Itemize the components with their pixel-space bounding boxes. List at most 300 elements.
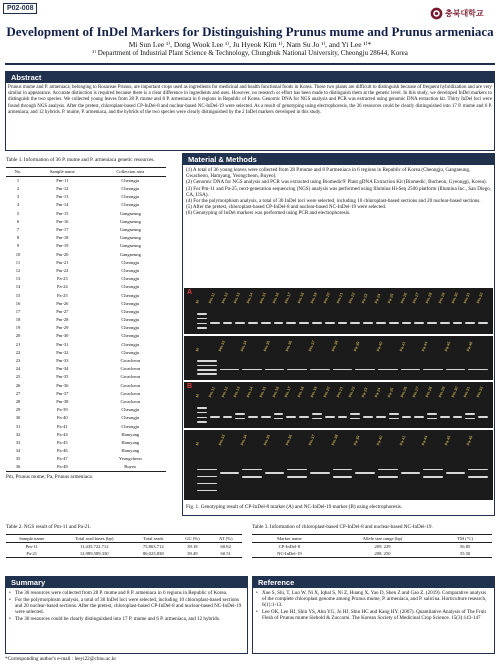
table-cell: Cheongju [121, 276, 140, 282]
gel-lane-label: Pm-17 [284, 386, 293, 398]
gel-lane-label: Pm-33 [217, 434, 226, 446]
table-row [6, 406, 166, 414]
table-row [6, 308, 166, 316]
table-cell: 14 [15, 284, 21, 290]
summary-item: • For the polymorphism analysis, a total of 30 InDel loci were selected, including 10 chloroplast-based sections and 20 nuclear-based sections. After the pretest, chloroplast-based CP-InDel-8 and nuclear-based NC-InDel-19 were selected. [9, 597, 244, 616]
table-cell: 39.18 [187, 544, 198, 549]
gel-lane-label: Pm-33 [217, 340, 226, 352]
table-row [6, 349, 166, 357]
gel-band [401, 369, 421, 371]
gel-lane-label: Pm-36 [285, 434, 294, 446]
gel-band [325, 416, 335, 418]
table-cell: Pa-41 [56, 423, 68, 429]
table-cell: Pm-20 [56, 251, 69, 257]
gel-band [389, 322, 399, 324]
table-cell: Pa-45 [56, 439, 68, 445]
table-row [6, 283, 166, 291]
gel-band [465, 322, 475, 324]
table-row [6, 193, 166, 201]
gel-band [468, 476, 488, 478]
table1-block [6, 157, 176, 480]
gel-lane-label: Pm-37 [308, 434, 316, 446]
table-row [6, 365, 166, 373]
table2 [6, 534, 242, 558]
table-row [6, 431, 166, 439]
table-cell: 9 [16, 243, 20, 249]
gel-lane-label: Pm-35 [263, 340, 271, 352]
table3-header: Allele size range (bp) [327, 535, 439, 543]
table-cell: 24 [15, 366, 21, 372]
table-cell: Pa-24 [56, 284, 68, 290]
gel-lane-label: Pm-31 [463, 386, 472, 398]
table-cell: 11 [15, 259, 21, 265]
table-cell: Cheongju [121, 300, 140, 306]
table-cell: 29 [15, 407, 21, 413]
gel-band [350, 413, 360, 415]
table-cell: 75,863,712 [142, 544, 164, 549]
table-row [6, 251, 166, 259]
gel-lane-label: Pm-12 [220, 386, 229, 398]
table-cell: Cheongju [121, 415, 140, 421]
table-cell: 19 [15, 325, 21, 331]
gel-lane-label: Pm-20 [323, 292, 331, 304]
table1 [6, 167, 166, 472]
gel-lane-label: Pa-44 [421, 341, 429, 352]
methods-item: (2) Genomic DNA for NGS analysis and PCR was extracted using Biomedic® Plant gDNA Extraction Kit (Biomedic, Bucheon, Gyeonggi, Korea). [186, 179, 487, 186]
table-cell: 8 [16, 235, 20, 241]
gel-band [210, 416, 220, 418]
gel-label-b: B [187, 383, 193, 390]
gel-band [478, 322, 488, 324]
table-cell: 7 [16, 227, 20, 233]
gel-lane-label: M [195, 441, 201, 446]
table-cell: Pm-33 [56, 358, 69, 364]
affiliation: ¹⁾ Department of Industrial Plant Science & Technology, Chungbuk National University, Cheongju 28644, Korea [92, 49, 408, 57]
gel-lane-label: Pa-41 [398, 341, 406, 352]
table-cell: Pm-17 [56, 227, 69, 233]
gel-band [427, 322, 437, 324]
table-cell: Pa-40 [56, 415, 68, 421]
table-cell: 31 [15, 423, 21, 429]
gel-lane-label: Pa-39 [353, 341, 361, 352]
table-cell: Gangneung [119, 218, 141, 224]
table-cell: 15 [15, 292, 21, 298]
gel-lane-label: Pm-16 [271, 292, 280, 304]
table-cell: 21 [15, 341, 21, 347]
gel-band [333, 469, 353, 471]
table1-header: Collection area [95, 168, 166, 177]
gel-band [378, 469, 398, 471]
table-row [6, 300, 166, 308]
table-cell: 35 [15, 456, 21, 462]
gel-band [414, 322, 424, 324]
table-row [6, 226, 166, 234]
gel-lane-label: M [195, 299, 201, 304]
gel-band [310, 369, 330, 371]
poster-code: P02-008 [3, 3, 37, 14]
table-cell: 56.85 [459, 544, 471, 549]
table-cell: 4 [16, 202, 20, 208]
gel-lane-label: Pa-24 [374, 387, 382, 398]
table1-caption: Table 1. Information of 36 P. mume and P. armeniaca genetic resources. [6, 157, 155, 163]
table-cell: 18 [15, 317, 21, 323]
gel-band [338, 416, 348, 418]
table-cell: Yeongcheon [118, 456, 142, 462]
table-cell: Pm-14 [56, 202, 69, 208]
abstract-heading: Abstract [6, 72, 494, 83]
table-cell: 17 [15, 308, 21, 314]
gel-lane-label: Pa-40 [376, 341, 384, 352]
table-cell: 5 [16, 210, 20, 216]
table-cell: Cheongju [121, 267, 140, 273]
gel-lane-label: Pm-15 [259, 292, 267, 304]
table-cell: Pm-21 [56, 259, 69, 265]
table-cell: 22 [15, 349, 21, 355]
university-logo [430, 5, 498, 21]
table-row [6, 259, 166, 267]
table-cell: 28 [15, 398, 21, 404]
table-cell: 208, 250 [327, 550, 439, 558]
abstract-text: Prunus mume and P. armeniaca, belonging to Rosaceae Prunus, are important crops used as ingredients for medicinal and health functional foods in Korea. These two plants are difficult to distinguish because of frequent hybridization and are very similar in appearance. Accurate distinction is required because there is a clear difference in ingredients and uses. However, no research or effort has been made to distinguish them at the genetic level. In this study, we developed InDel markers to distinguish the two species. We collected young leaves from 28 P. mume and 8 P. armeniaca in 6 regions in Republic of Korea. Genomic DNA for NGS analysis and PCR was extracted using genomic DNA extraction kit. Thirty InDel loci were found through NGS analysis. After the pretest, chloroplast-based CP-InDel-8 and nuclear-based NC-InDel-19 were selected. As a result of genotyping using electrophoresis, the 36 resources could be clearly distinguished into 17 P. mume and 6 P. armeniaca, and 12 hybrids. P. mume, P. armeniaca, and the hybrids of the two species were clearly distinguished by the 2 InDel markers developed in this study. [8, 85, 492, 115]
gel-band [220, 369, 240, 371]
methods-item: (4) For the polymorphism analysis, a total of 30 InDel loci were selected, including 10 chloroplast-based sections and 20 nuclear-based sections. [186, 198, 481, 205]
table2-caption: Table 2. NGS result of Pm-11 and Pa-21. [6, 524, 92, 530]
gel-label-a: A [187, 289, 193, 296]
table-cell: 36 [6, 463, 30, 472]
gel-lane-label: Pm-29 [438, 292, 446, 304]
gel-lane-label: Pm-36 [285, 340, 294, 352]
gel-lane-label: Pm-18 [297, 386, 306, 398]
gel-band [286, 416, 296, 418]
gel-band [223, 322, 233, 324]
table-cell: Hamyang [121, 431, 140, 437]
gel-band [287, 476, 307, 478]
gel-lane-label: Pm-11 [208, 292, 216, 304]
table-cell: 27 [15, 390, 21, 396]
table-cell: Pm-32 [56, 349, 69, 355]
table-row [6, 210, 166, 218]
gel-band [446, 369, 466, 371]
table-cell: Pm-34 [56, 366, 69, 372]
table-row [6, 316, 166, 324]
table-row [6, 201, 166, 209]
gel-lane-label: Pm-20 [323, 386, 331, 398]
table-cell: Pa-23 [56, 276, 68, 282]
gel-lane-label: Pa-45 [444, 341, 452, 352]
table-cell: Cheongju [121, 325, 140, 331]
table-cell: Pa-44 [56, 431, 68, 437]
table3-header: TM (°C) [438, 535, 492, 543]
gel-band [402, 416, 412, 418]
table-row [6, 324, 166, 332]
gel-band [261, 416, 271, 418]
gel-band [468, 469, 488, 471]
table3 [252, 534, 492, 558]
table-cell: Pa-39 [56, 407, 68, 413]
gel-lane-label: Pm-14 [246, 292, 254, 304]
table2-header: Total reads [131, 535, 175, 543]
gel-lane-label: Pa-25 [386, 387, 395, 398]
gel-lane-label: Pa-24 [374, 293, 382, 304]
table-cell: 25 [15, 374, 21, 380]
gel-band [325, 322, 335, 324]
gel-lane-label: Pm-21 [335, 292, 344, 304]
table-row [252, 543, 492, 551]
table-cell: Gangneung [119, 243, 141, 249]
table2-header: Sample name [6, 535, 57, 543]
gel-band [378, 476, 398, 478]
gel-band [299, 322, 309, 324]
summary-panel [5, 576, 248, 654]
table-cell: Gwacheon [120, 374, 141, 380]
university-name: 충북대학교 [445, 8, 484, 18]
header-divider [5, 63, 495, 65]
summary-list [6, 588, 247, 625]
table-cell: Pm-13 [56, 194, 69, 200]
table-cell: 3 [16, 194, 20, 200]
table-row [6, 267, 166, 275]
table-row [6, 398, 166, 406]
reference-heading: Reference [253, 577, 494, 588]
table-cell: Gangneung [119, 235, 141, 241]
table-cell: Cheongju [121, 259, 140, 265]
table-cell: Cheongju [121, 202, 140, 208]
gel-band [242, 476, 262, 478]
gel-band [197, 490, 217, 492]
table-cell: Pa-46 [56, 448, 68, 454]
table-cell: Pm-15 [56, 210, 69, 216]
gel-band [197, 476, 217, 478]
gel-lane-label: Pa-45 [444, 435, 452, 446]
table-cell: 60.51 [209, 550, 242, 558]
gel-lane-label: M [195, 393, 201, 398]
gel-band [197, 365, 217, 367]
summary-heading: Summary [6, 577, 247, 588]
gel-band [197, 369, 217, 371]
table-cell: Pm-27 [56, 308, 69, 314]
gel-lane-label: Pm-30 [450, 386, 459, 398]
gel-band [312, 413, 322, 415]
gel-lane-label: Pm-19 [310, 292, 318, 304]
methods-item: (6) Genotyping of InDel markers was performed using PCR and electrophoresis. [186, 210, 351, 217]
table-cell: Pa-21 [6, 550, 57, 558]
gel-band [446, 472, 466, 474]
table-cell: 16 [15, 300, 21, 306]
gel-band [274, 413, 284, 415]
table-row [6, 439, 166, 447]
gel-band [197, 323, 207, 325]
table-cell: Pm-19 [56, 243, 69, 249]
gel-lane-label: Pm-13 [233, 386, 242, 398]
table-cell: 33 [15, 439, 21, 445]
gel-lane-label: Pm-13 [233, 292, 242, 304]
gel-lane-label: Pm-12 [220, 292, 229, 304]
table1-footnote: Pm, Prunus mume; Pa, Prunus armeniaca. [6, 474, 94, 481]
table-row [6, 218, 166, 226]
table-cell: Pm-28 [56, 317, 69, 323]
table-cell: Gwacheon [120, 390, 141, 396]
table-cell: Gangneung [119, 227, 141, 233]
table3-caption: Table 3. Information of chloroplast-based CP-InDel-8 and nuclear-based NC-InDel-19. [252, 524, 433, 530]
corresponding-author-note: *Corresponding author's e-mail : leeyi22@cbnu.ac.kr [5, 656, 117, 662]
gel-band [355, 472, 375, 474]
table-cell: 34 [15, 448, 21, 454]
table-row [6, 373, 166, 381]
gel-lane-label: Pm-19 [310, 386, 318, 398]
table-cell: Cheongju [121, 407, 140, 413]
gel-band [265, 369, 285, 371]
table-cell: Pm-11 [25, 544, 38, 549]
methods-item: (3) For Pm-11 and Pa-25, next-generation sequencing (NGS) analysis was performed using Illumina Hi-Seq 2500 platform (Illumina Inc., San Diego, CA, USA). [186, 185, 491, 198]
table-cell: Pm-36 [56, 382, 69, 388]
table-cell: Gangneung [119, 251, 141, 257]
gel-lane-label: Pa-44 [421, 435, 429, 446]
gel-band [338, 322, 348, 324]
table-cell: Cheongju [121, 341, 140, 347]
gel-band [197, 421, 207, 423]
table-row [6, 234, 166, 242]
gel-lane-label: Pm-22 [348, 292, 357, 304]
table2-header: GC (%) [175, 535, 209, 543]
table-cell: Cheongju [121, 308, 140, 314]
gel-lane-label: Pm-32 [476, 386, 485, 398]
table-row [6, 422, 166, 430]
gel-lane-label: Pm-37 [308, 340, 316, 352]
gel-lane-label: Pa-23 [361, 293, 369, 304]
reference-item: • Xue S, Shi, T, Luo W, Ni X, Iqbal S, Ni Z, Huang X, Yao D, Shen Z and Gao Z. (2019). Comparative analysis of the complete chloroplast genome among Prunus mume, P. armeniaca, and P. salicina. Horticulture research, 6(1):1-13. [256, 590, 491, 609]
table-row [6, 341, 166, 349]
gel-band [210, 322, 220, 324]
table-row [6, 543, 242, 551]
table-cell: Cheongju [121, 292, 140, 298]
gel-band [363, 322, 373, 324]
authors: Mi Sun Lee ¹⁾, Dong Wook Lee ¹⁾, Ju Hyeok Kim ¹⁾, Nam Su Jo ¹⁾, and Yi Lee ¹⁾* [128, 40, 372, 49]
methods-list [183, 165, 494, 219]
table-cell: Buyeo [95, 463, 166, 472]
table-cell: CP-InDel-8 [278, 544, 301, 549]
gel-band [355, 369, 375, 371]
table-cell: Cheongju [121, 317, 140, 323]
table-row [6, 275, 166, 283]
gel-lane-label: Pm-22 [348, 386, 357, 398]
table3-block [252, 524, 495, 558]
gel-band [350, 322, 360, 324]
table-row [6, 550, 242, 558]
gel-band [197, 407, 207, 409]
table-cell: 10 [15, 251, 21, 257]
table-cell: 32 [15, 431, 21, 437]
poster-title: Development of InDel Markers for Distinguishing Prunus mume and Prunus armeniaca [6, 24, 494, 39]
gel-band [423, 369, 443, 371]
table-cell: Pm-26 [56, 300, 69, 306]
methods-item: (5) After the pretest, chloroplast-based CP-InDel-8 and nuclear-based NC-InDel-19 were selected. [186, 204, 387, 211]
table-cell: 6 [16, 218, 20, 224]
table2-block [6, 524, 246, 558]
table-cell: Pa-47 [56, 456, 68, 462]
gel-lane-label: Pa-46 [466, 435, 474, 446]
gel-lane-label: Pm-16 [271, 386, 280, 398]
gel-lane-label: Pm-30 [450, 292, 459, 304]
gel-band [402, 322, 412, 324]
table-cell: 60.82 [220, 544, 231, 549]
table-cell: Cheongju [121, 178, 140, 183]
gel-lane-label: Pm-11 [208, 386, 216, 398]
gel-lane-label: Pm-29 [438, 386, 446, 398]
gel-band [197, 327, 207, 329]
gel-band [468, 369, 488, 371]
gel-band [197, 483, 217, 485]
gel-lane-label: Pa-25 [386, 293, 395, 304]
summary-item: • The 36 resources were collected from 28 P. mume and 8 P. armeniaca in 6 regions in Republic of Korea. [9, 590, 244, 596]
table3-header: Marker name [252, 535, 327, 543]
figure1-caption: Fig. 1. Genotyping result of CP-InDel-8 marker (A) and NC-InDel-19 marker (B) using electrophoresis. [186, 504, 403, 510]
table-cell: NC-InDel-19 [252, 550, 327, 558]
table-cell: 39.49 [175, 550, 209, 558]
table-cell: 12,989,589,330 [57, 550, 131, 558]
gel-lane-label: Pm-26 [399, 292, 408, 304]
gel-band [220, 472, 240, 474]
table-cell: 20 [15, 333, 21, 339]
table-cell: Pm-35 [56, 374, 69, 380]
gel-band [453, 416, 463, 418]
gel-band [287, 469, 307, 471]
table-row [6, 447, 166, 455]
gel-band [465, 413, 475, 415]
gel-lane-label: Pa-39 [353, 435, 361, 446]
table-row [6, 463, 166, 472]
university-emblem-icon [430, 7, 443, 20]
table-cell: Pa-48 [30, 463, 95, 472]
table-row [6, 390, 166, 398]
table-cell: Pm-29 [56, 325, 69, 331]
gel-lane-label: Pm-32 [476, 292, 485, 304]
gel-lane-label: Pa-41 [398, 435, 406, 446]
table-cell: 30 [15, 415, 21, 421]
gel-band [376, 416, 386, 418]
table-row [6, 455, 166, 463]
summary-item: • The 36 resources could be clearly distinguished into 17 P. mume and 6 P. armeniaca, and 12 hybrids. [9, 616, 244, 622]
gel-lane-label: Pm-34 [240, 340, 249, 352]
table-row [6, 185, 166, 193]
gel-band [248, 416, 258, 418]
reference-panel [252, 576, 495, 654]
gel-band [310, 472, 330, 474]
gel-band [333, 369, 353, 371]
gel-lane-label: Pa-40 [376, 435, 384, 446]
table-row [6, 177, 166, 186]
gel-band [423, 469, 443, 471]
table-cell: Pm-31 [56, 341, 69, 347]
gel-lane-label: Pa-23 [361, 387, 369, 398]
table-cell: Cheongju [121, 349, 140, 355]
gel-band [197, 373, 217, 375]
reference-item: • Lee OK, Lee HJ, Shin YS, Ahn YG, Jo HJ, Shin HC and Kang HY. (2007). Quantitative Analysis of The Fruit Flesh of Prunus mume Siebold & Zuccarni. The Korean Society of Medicinal Crop Science. 15(3):143-147 [256, 609, 491, 621]
gel-lane-label: Pm-21 [335, 386, 344, 398]
table-cell: 1 [16, 178, 20, 183]
gel-band [235, 413, 245, 415]
gel-lane-label: Pm-27 [412, 292, 421, 304]
gel-lane-label: Pm-38 [330, 434, 339, 446]
gel-band [363, 416, 373, 418]
table-row [252, 550, 492, 558]
table-cell: Cheongju [121, 194, 140, 200]
table-cell: Cheongju [121, 333, 140, 339]
table-cell: Pm-38 [56, 398, 69, 404]
table-cell: Gwacheon [120, 382, 141, 388]
gel-band [242, 469, 262, 471]
gel-lane-label: Pm-15 [259, 386, 267, 398]
gel-band [223, 416, 233, 418]
